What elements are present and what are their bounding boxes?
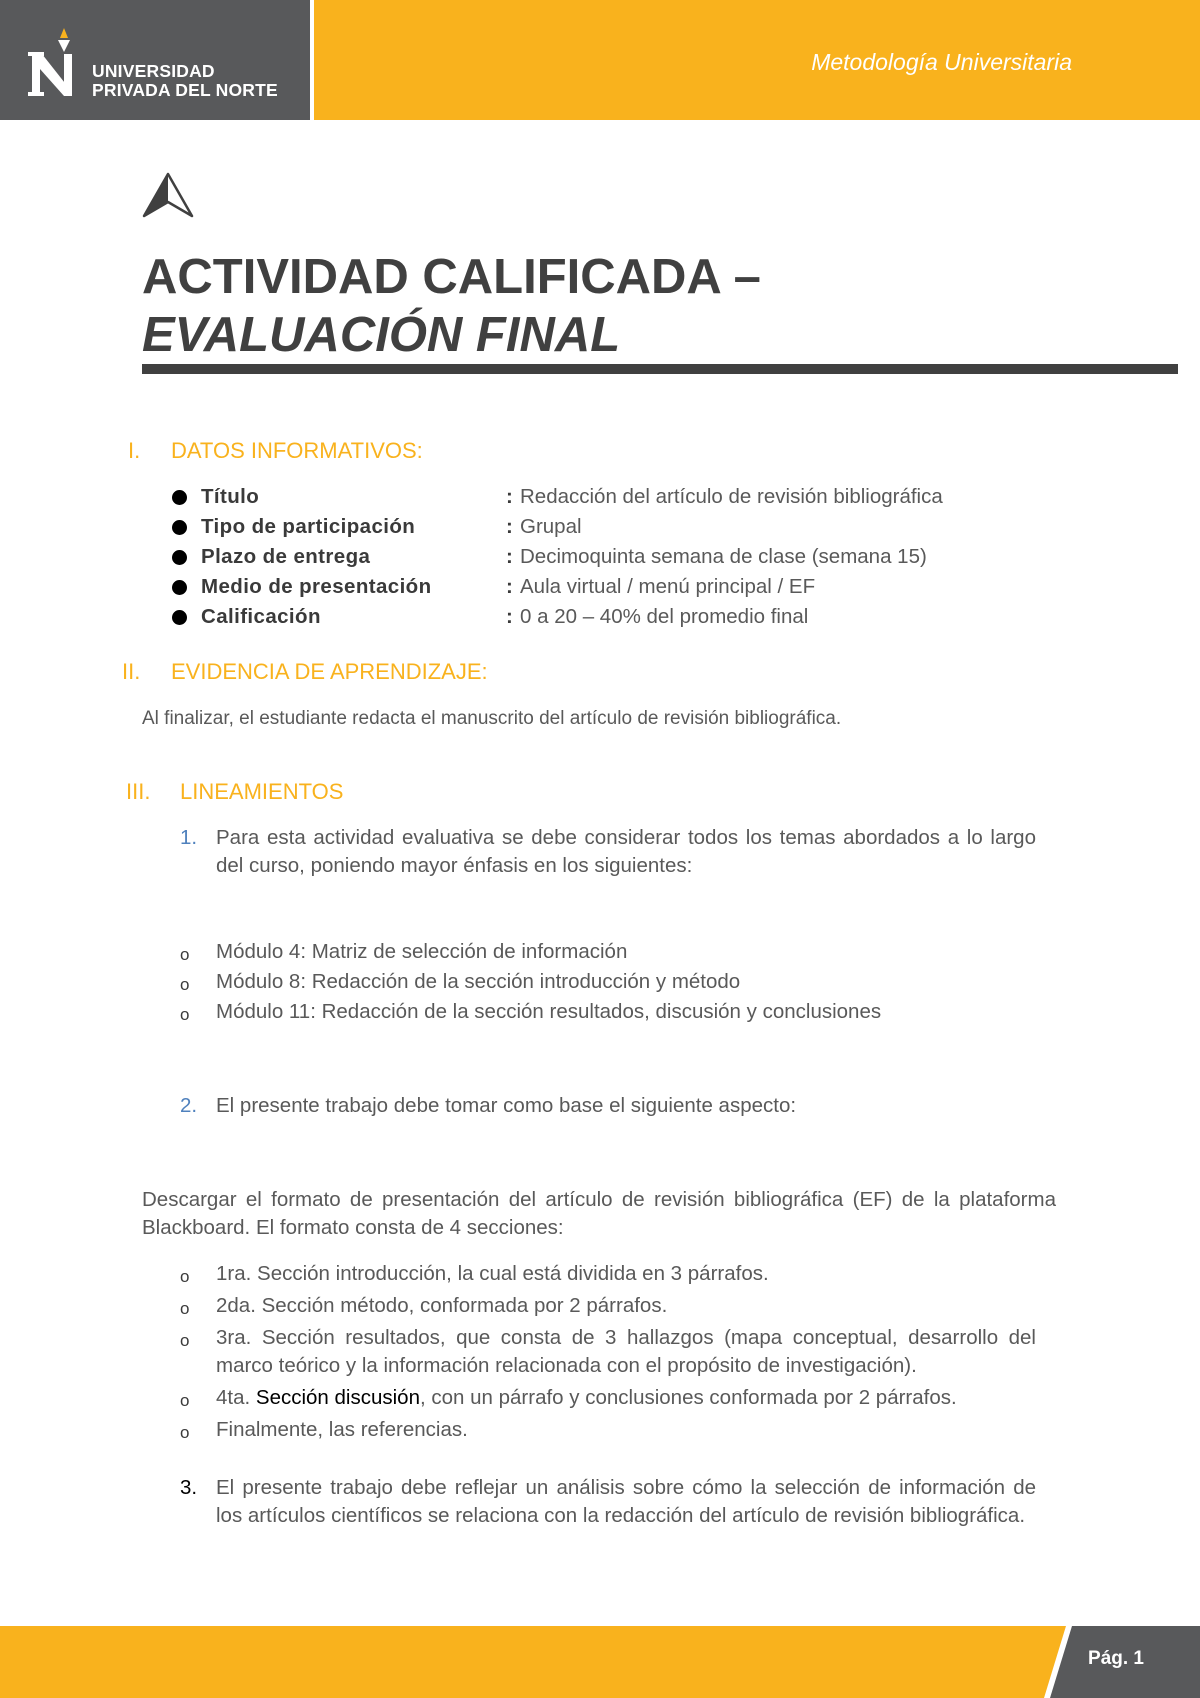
section4-prefix: 4ta. [216, 1386, 256, 1409]
module-item [180, 998, 1060, 1026]
format-section-item [180, 1416, 1060, 1444]
evidence-text: Al finalizar, el estudiante redacta el manuscrito del artículo de revisión bibliográfica. [142, 708, 842, 729]
navigation-arrow-icon [142, 172, 194, 218]
page-number: Pág. 1 [1088, 1648, 1144, 1669]
module-item [180, 968, 1060, 996]
circle-bullet-icon: o [180, 1267, 190, 1286]
format-section-item [180, 1384, 1060, 1412]
guideline-item-1 [180, 824, 1060, 880]
bullet-dot-icon [172, 520, 187, 535]
section-heading-datos [128, 438, 528, 464]
info-row-titulo [170, 482, 1070, 512]
info-label: Título [201, 485, 260, 508]
university-logo-icon [28, 28, 80, 100]
info-row-medio [170, 572, 1070, 602]
page-title-line-2: EVALUACIÓN FINAL [142, 308, 621, 362]
item-number: 1. [180, 826, 198, 849]
section-number: II. [122, 659, 141, 684]
info-value: Decimoquinta semana de clase (semana 15) [520, 545, 927, 568]
guideline-item-2 [180, 1092, 1060, 1120]
circle-bullet-icon: o [180, 1423, 190, 1442]
info-label: Medio de presentación [201, 575, 432, 598]
item-number: 2. [180, 1094, 198, 1117]
format-section-text: 1ra. Sección introducción, la cual está dividida en 3 párrafos. [216, 1262, 769, 1285]
section4-suffix: , con un párrafo y conclusiones conformada por 2 párrafos. [419, 1386, 957, 1409]
info-value: 0 a 20 – 40% del promedio final [520, 605, 809, 628]
bullet-dot-icon [172, 490, 187, 505]
title-divider [142, 364, 1178, 374]
info-colon: : [506, 485, 513, 508]
info-value: Aula virtual / menú principal / EF [520, 575, 816, 598]
info-row-calificacion [170, 602, 1070, 632]
info-row-tipo [170, 512, 1070, 542]
section-label: LINEAMIENTOS [180, 779, 344, 804]
logo-line-2: PRIVADA DEL NORTE [92, 80, 278, 100]
section-heading-evidencia [122, 659, 622, 685]
bullet-dot-icon [172, 610, 187, 625]
circle-bullet-icon: o [180, 1391, 190, 1410]
format-section-item [180, 1260, 1060, 1288]
info-colon: : [506, 545, 513, 568]
page-title-line-1: ACTIVIDAD CALIFICADA – [142, 250, 761, 304]
bullet-dot-icon [172, 580, 187, 595]
logo-line-1: UNIVERSIDAD [92, 61, 215, 81]
circle-bullet-icon: o [180, 1299, 190, 1318]
item-text: El presente trabajo debe reflejar un análisis sobre cómo la selección de información de los artículos científicos se relaciona con la redacción del artículo de revisión bibliográfica. [216, 1476, 1036, 1527]
info-colon: : [506, 575, 513, 598]
info-value: Redacción del artículo de revisión bibliográfica [520, 485, 943, 508]
format-section-item [180, 1292, 1060, 1320]
info-row-plazo [170, 542, 1070, 572]
section-label: EVIDENCIA DE APRENDIZAJE: [171, 659, 488, 684]
module-text: Módulo 4: Matriz de selección de información [216, 940, 628, 963]
info-label: Tipo de participación [201, 515, 416, 538]
format-section-text [216, 1384, 1036, 1412]
format-section-text: 3ra. Sección resultados, que consta de 3 hallazgos (mapa conceptual, desarrollo del marco teórico y la información relacionada con el propósito de investigación). [216, 1326, 1036, 1377]
module-text: Módulo 11: Redacción de la sección resultados, discusión y conclusiones [216, 1000, 882, 1023]
circle-bullet-icon: o [180, 1005, 190, 1024]
circle-bullet-icon: o [180, 945, 190, 964]
section4-emphasis: Sección discusión [255, 1386, 420, 1409]
format-section-text: Finalmente, las referencias. [216, 1418, 468, 1441]
item-text: Para esta actividad evaluativa se debe considerar todos los temas abordados a lo largo del curso, poniendo mayor énfasis en los siguientes: [216, 826, 1036, 877]
section-label: DATOS INFORMATIVOS: [171, 438, 423, 463]
info-colon: : [506, 515, 513, 538]
footer-page-tab [0, 1626, 1200, 1698]
item-number: 3. [180, 1476, 198, 1499]
university-logo-text [92, 62, 278, 100]
info-label: Calificación [201, 605, 321, 628]
section-number: III. [126, 779, 151, 804]
format-intro: Descargar el formato de presentación del artículo de revisión bibliográfica (EF) de la plataforma Blackboard. El formato consta de 4 secciones: [142, 1188, 1056, 1239]
module-item [180, 938, 1060, 966]
circle-bullet-icon: o [180, 975, 190, 994]
course-title: Metodología Universitaria [811, 49, 1072, 75]
item-text: El presente trabajo debe tomar como base el siguiente aspecto: [216, 1094, 797, 1117]
format-section-text: 2da. Sección método, conformada por 2 párrafos. [216, 1294, 668, 1317]
info-value: Grupal [520, 515, 582, 538]
circle-bullet-icon: o [180, 1331, 190, 1350]
module-text: Módulo 8: Redacción de la sección introducción y método [216, 970, 741, 993]
info-colon: : [506, 605, 513, 628]
section-heading-lineamientos [126, 779, 526, 805]
bullet-dot-icon [172, 550, 187, 565]
section-number: I. [128, 438, 141, 463]
info-label: Plazo de entrega [201, 545, 371, 568]
format-section-item [180, 1324, 1060, 1380]
guideline-item-3 [180, 1474, 1060, 1530]
